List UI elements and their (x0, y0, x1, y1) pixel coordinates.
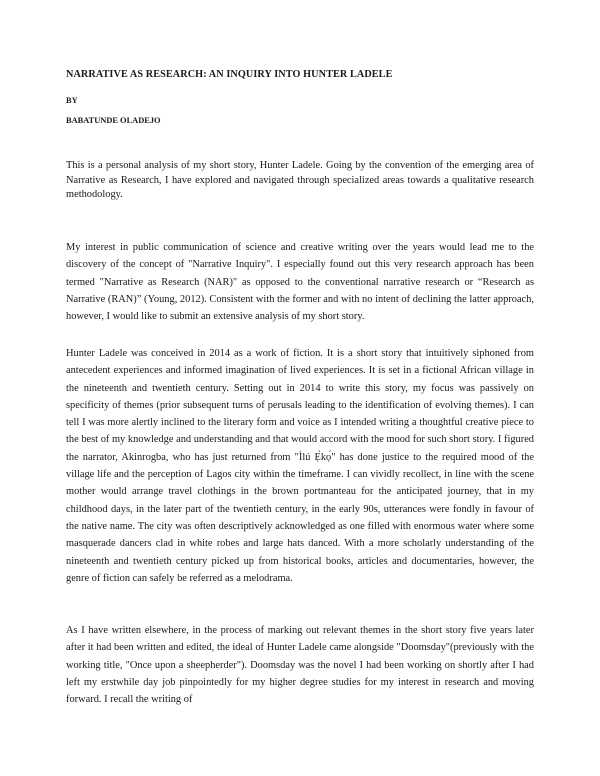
author-name: BABATUNDE OLADEJO (66, 116, 161, 125)
body-paragraph: Hunter Ladele was conceived in 2014 as a work of fiction. It is a short story that intuitively siphoned from antecedent experiences and informed imagination of lived experiences. It is set in a fictional African village in the nineteenth and twentieth century. Setting out in 2014 to write this story, my focus was passively on specificity of themes (prior subsequent turns of perusals leading to the identification of evolving themes). I can tell I was more alertly inclined to the literary form and voice as I intended writing a thoughtful creative piece to the best of my knowledge and understanding and that would accord with the mood for such short story. I figured the narrator, Akinrogba, who has just returned from "Ìlú Ẹ̀kọ́" has done justice to the required mood of the village life and the perception of Lagos city within the timeframe. I can vividly recollect, in line with the scene mother would arrange travel clothings in the brown portmanteau for the anticipated journey, that in my childhood days, in the later part of the twentieth century, in the early 90s, utterances were fondly in favour of the native name. The city was often descriptively acknowledged as one filled with enormous water where some masquerade dancers clad in white robes and large hats danced. With a more scholarly understanding of the nineteenth and twentieth century picked up from historical books, articles and documentaries, however, the genre of fiction can safely be referred as a melodrama. (66, 348, 534, 584)
document-title: NARRATIVE AS RESEARCH: AN INQUIRY INTO HUNTER LADELE (66, 69, 393, 80)
body-paragraph: As I have written elsewhere, in the process of marking out relevant themes in the short story five years later after it had been written and edited, the ideal of Hunter Ladele came alongside "Doomsday"(previously with the working title, "Once upon a sheepherder"). Doomsday was the novel I had been working on shortly after I had left my erstwhile day job pinpointedly for my higher degree studies for my interest in research and moving forward. I recall the writing of (66, 625, 534, 706)
byline-label: BY (66, 96, 78, 105)
abstract-paragraph: This is a personal analysis of my short story, Hunter Ladele. Going by the convention of the emerging area of Narrative as Research, I have explored and navigated through specialized areas towards a qualitative research methodology. (66, 160, 534, 200)
body-paragraph: My interest in public communication of science and creative writing over the years would lead me to the discovery of the concept of "Narrative Inquiry". I especially found out this very research approach has been termed "Narrative as Research (NAR)" as opposed to the conventional narrative research or “Research as Narrative (RAN)” (Young, 2012). Consistent with the former and with no intent of declining the latter approach, however, I would like to submit an extensive analysis of my short story. (66, 242, 534, 323)
